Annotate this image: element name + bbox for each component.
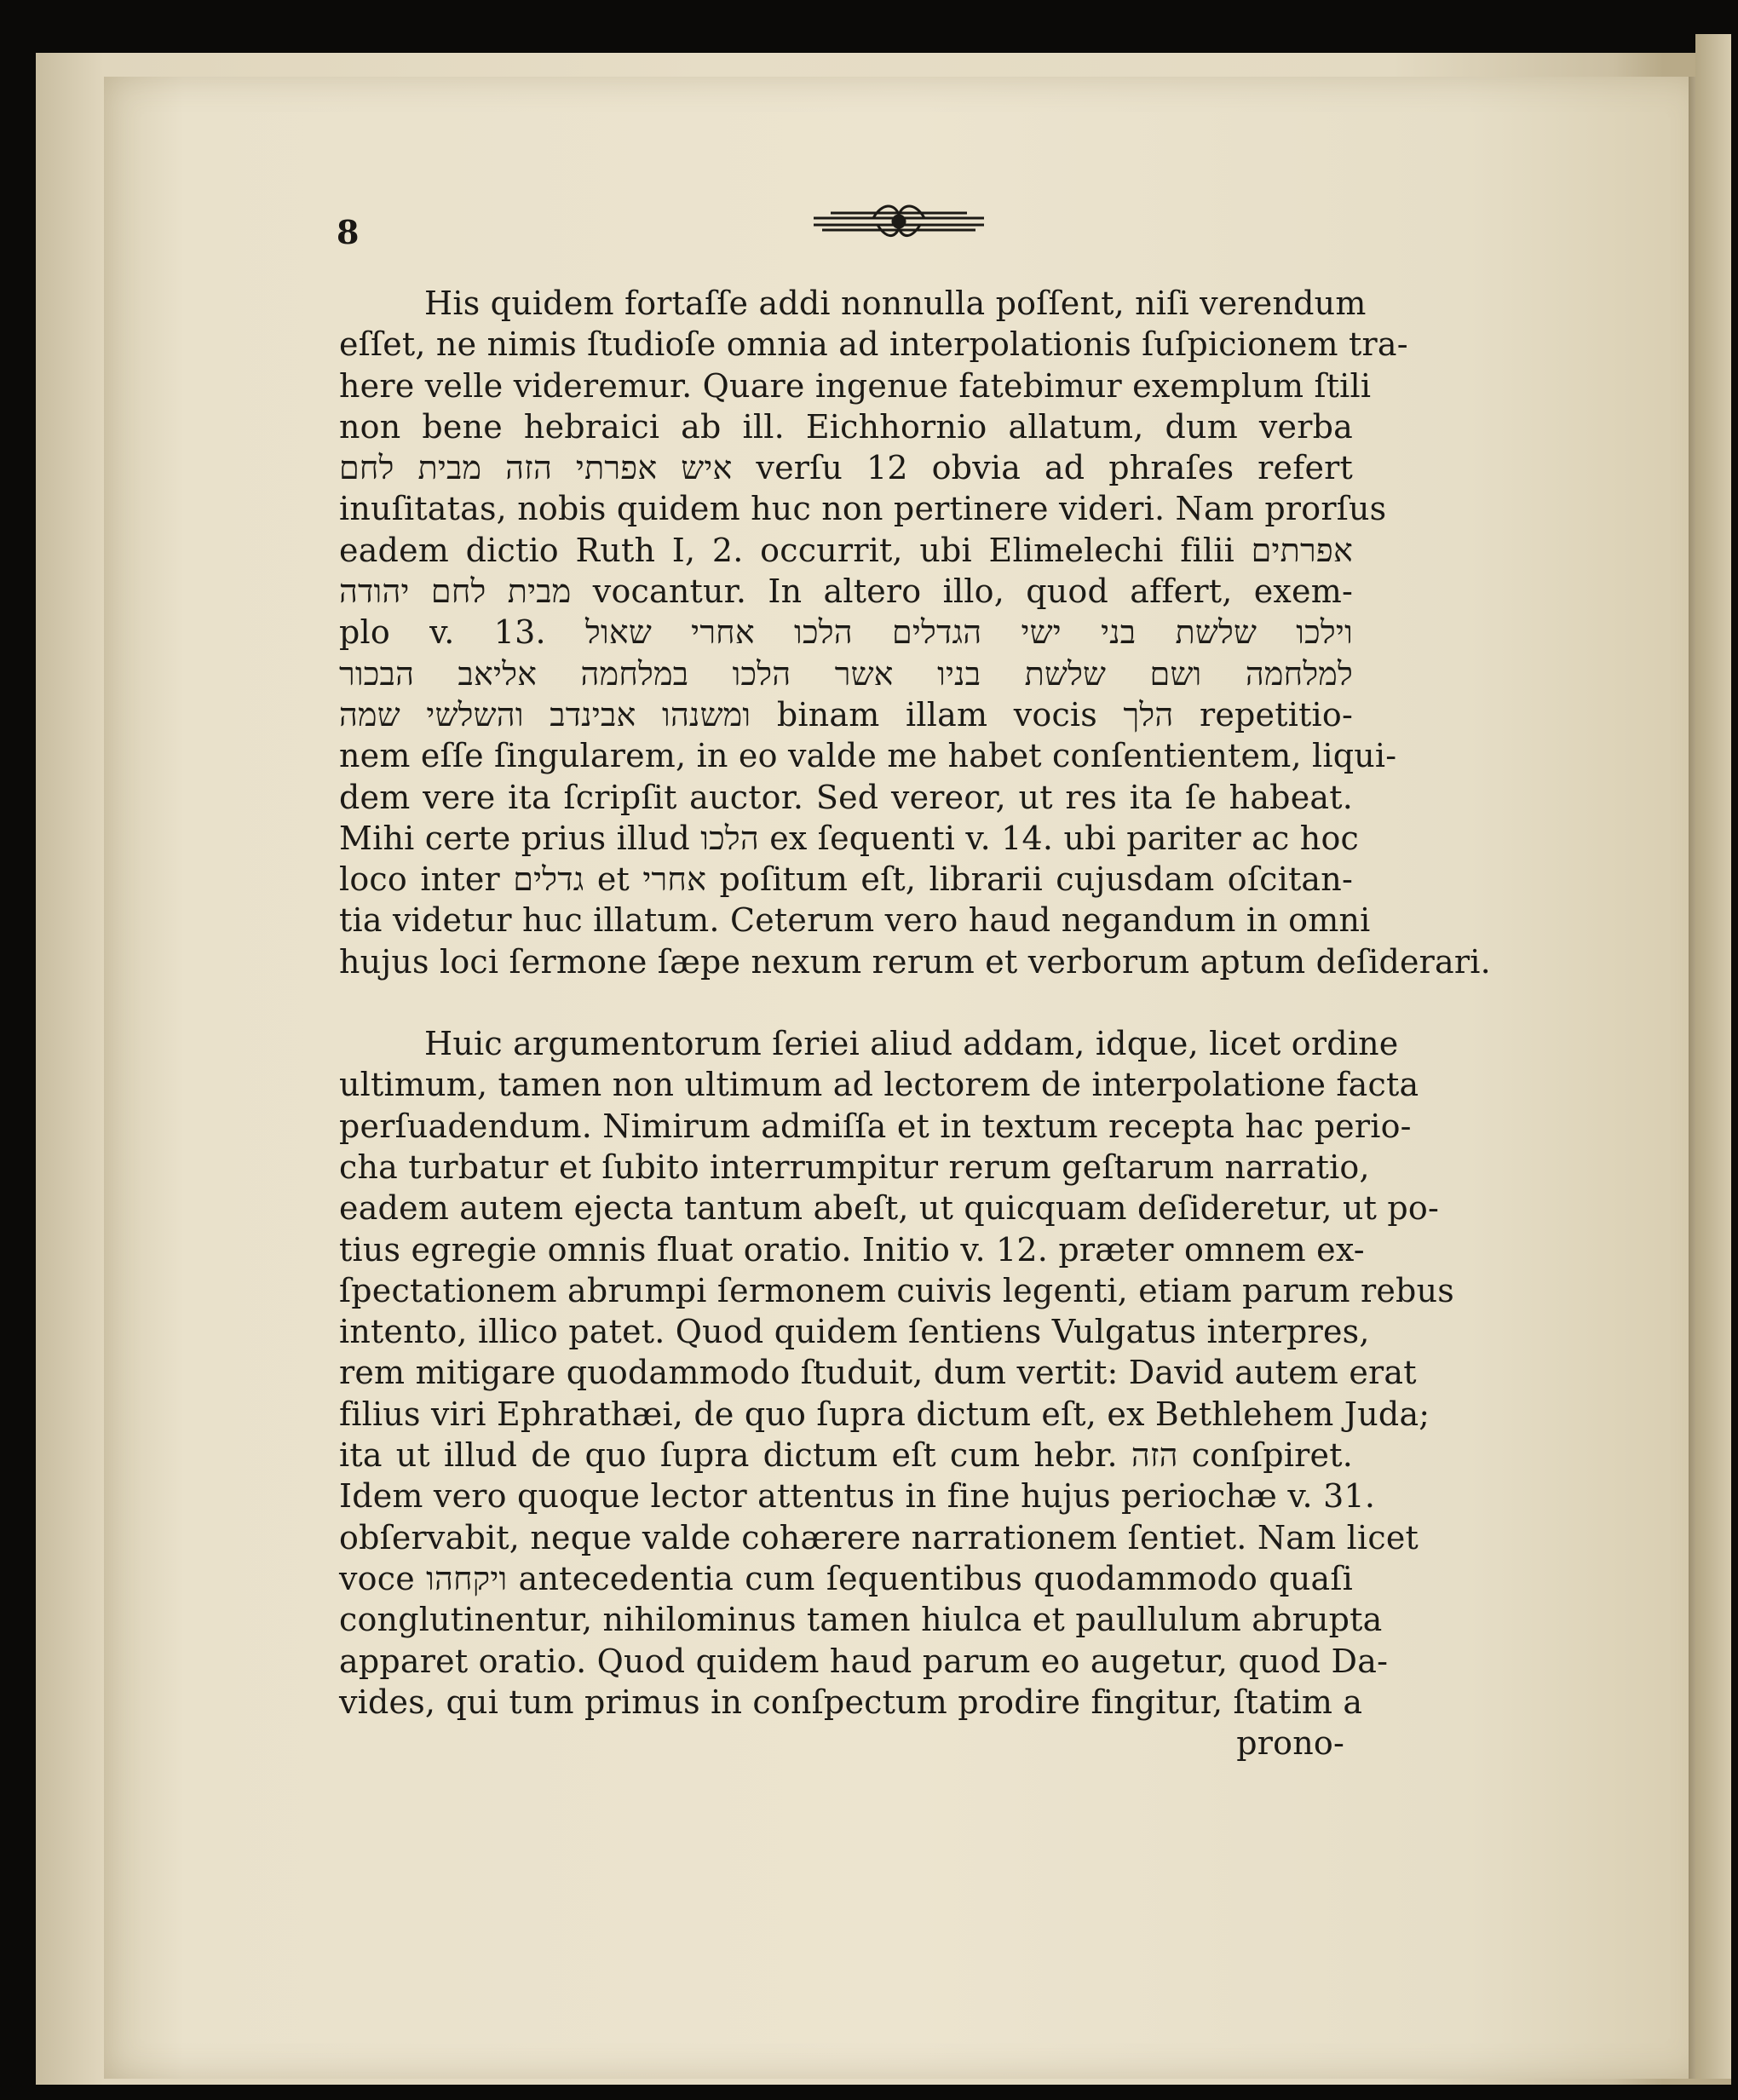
text-line: conglutinentur, nihilominus tamen hiulca et paullulum abrupta: [339, 1601, 1383, 1639]
text-line: Huic argumentorum ſeriei aliud addam, idque, licet ordine: [424, 1025, 1399, 1063]
text-line: apparet oratio. Quod quidem haud parum eo augetur, quod Da-: [339, 1642, 1389, 1680]
text-line: tia videtur huc illatum. Ceterum vero haud negandum in omni: [339, 901, 1371, 940]
paragraph: [339, 283, 1491, 982]
text-line: cha turbatur et ſubito interrumpitur rerum geſtarum narratio,: [339, 1148, 1370, 1186]
catchword: prono-: [1236, 1724, 1344, 1763]
text-line: ita ut illud de quo ſupra dictum eſt cum hebr. הזה conſpiret.: [339, 1436, 1353, 1475]
text-line: plo v. 13. וילכו שלשת בני ישי הגדלים הלכו אחרי שאול: [339, 613, 1353, 652]
text-line: dem vere ita ſcripſit auctor. Sed vereor, ut res ita ſe habeat.: [339, 778, 1353, 816]
text-line: eſſet, ne nimis ſtudioſe omnia ad interpolationis ſuſpicionem tra-: [339, 325, 1408, 364]
text-line: inuſitatas, nobis quidem huc non pertinere videri. Nam prorſus: [339, 490, 1387, 528]
text-line: למלחמה ושם שלשת בניו אשר הלכו במלחמה אליאב הבכור: [339, 654, 1353, 693]
text-line: voce ויקחהו antecedentia cum ſequentibus quodammodo quaſi: [339, 1559, 1353, 1597]
text-line: Idem vero quoque lector attentus in fine hujus periochæ v. 31.: [339, 1477, 1376, 1516]
body-text: [339, 283, 1491, 1763]
text-line: tius egregie omnis fluat oratio. Initio v. 12. præter omnem ex-: [339, 1230, 1365, 1269]
text-line: hujus loci ſermone ſæpe nexum rerum et verborum aptum deſiderari.: [339, 942, 1491, 981]
text-line: loco inter גדלים et אחרי poſitum eſt, librarii cujusdam oſcitan-: [339, 860, 1353, 899]
text-line: rem mitigare quodammodo ſtuduit, dum vertit: David autem erat: [339, 1354, 1417, 1392]
text-line: filius viri Ephrathæi, de quo ſupra dictum eſt, ex Bethlehem Juda;: [339, 1395, 1430, 1433]
text-line: nem eſſe ſingularem, in eo valde me habet conſentientem, liqui-: [339, 737, 1397, 775]
paragraph-gap: [339, 982, 1353, 1023]
text-line: ſpectationem abrumpi ſermonem cuivis legenti, etiam parum rebus: [339, 1271, 1454, 1309]
text-line: eadem dictio Ruth I, 2. occurrit, ubi Elimelechi filii אפרתים: [339, 531, 1353, 569]
printer-ornament-icon: [814, 198, 984, 245]
text-line: obſervabit, neque valde cohærere narrationem ſentiet. Nam licet: [339, 1518, 1419, 1556]
paragraph: [339, 1023, 1454, 1723]
text-line: non bene hebraici ab ill. Eichhornio allatum, dum verba: [339, 407, 1353, 446]
text-line: Mihi certe prius illud הלכו ex ſequenti v. 14. ubi pariter ac hoc: [339, 819, 1360, 857]
text-line: ומשנהו אבינדב והשלשי שמה binam illam vocis הלך repetitio-: [339, 695, 1353, 734]
text-line: מבית לחם יהודה vocantur. In altero illo, quod affert, exem-: [339, 572, 1353, 611]
text-line: eadem autem ejecta tantum abeſt, ut quicquam deſideretur, ut po-: [339, 1189, 1440, 1228]
text-line: perſuadendum. Nimirum admiſſa et in textum recepta hac perio-: [339, 1107, 1412, 1145]
text-line: His quidem fortaſſe addi nonnulla poſſent, niſi verendum: [424, 285, 1367, 322]
text-line: ultimum, tamen non ultimum ad lectorem de interpolatione facta: [339, 1066, 1419, 1104]
facing-page-edge: [1695, 34, 1731, 2079]
page-number: 8: [337, 213, 360, 251]
text-line: intento, illico patet. Quod quidem ſentiens Vulgatus interpres,: [339, 1313, 1370, 1351]
text-line: here velle videremur. Quare ingenue fatebimur exemplum ſtili: [339, 366, 1372, 405]
text-line: vides, qui tum primus in conſpectum prodire fingitur, ſtatim a: [339, 1683, 1363, 1721]
text-line: איש אפרתי הזה מבית לחם verſu 12 obvia ad phraſes refert: [339, 449, 1353, 487]
